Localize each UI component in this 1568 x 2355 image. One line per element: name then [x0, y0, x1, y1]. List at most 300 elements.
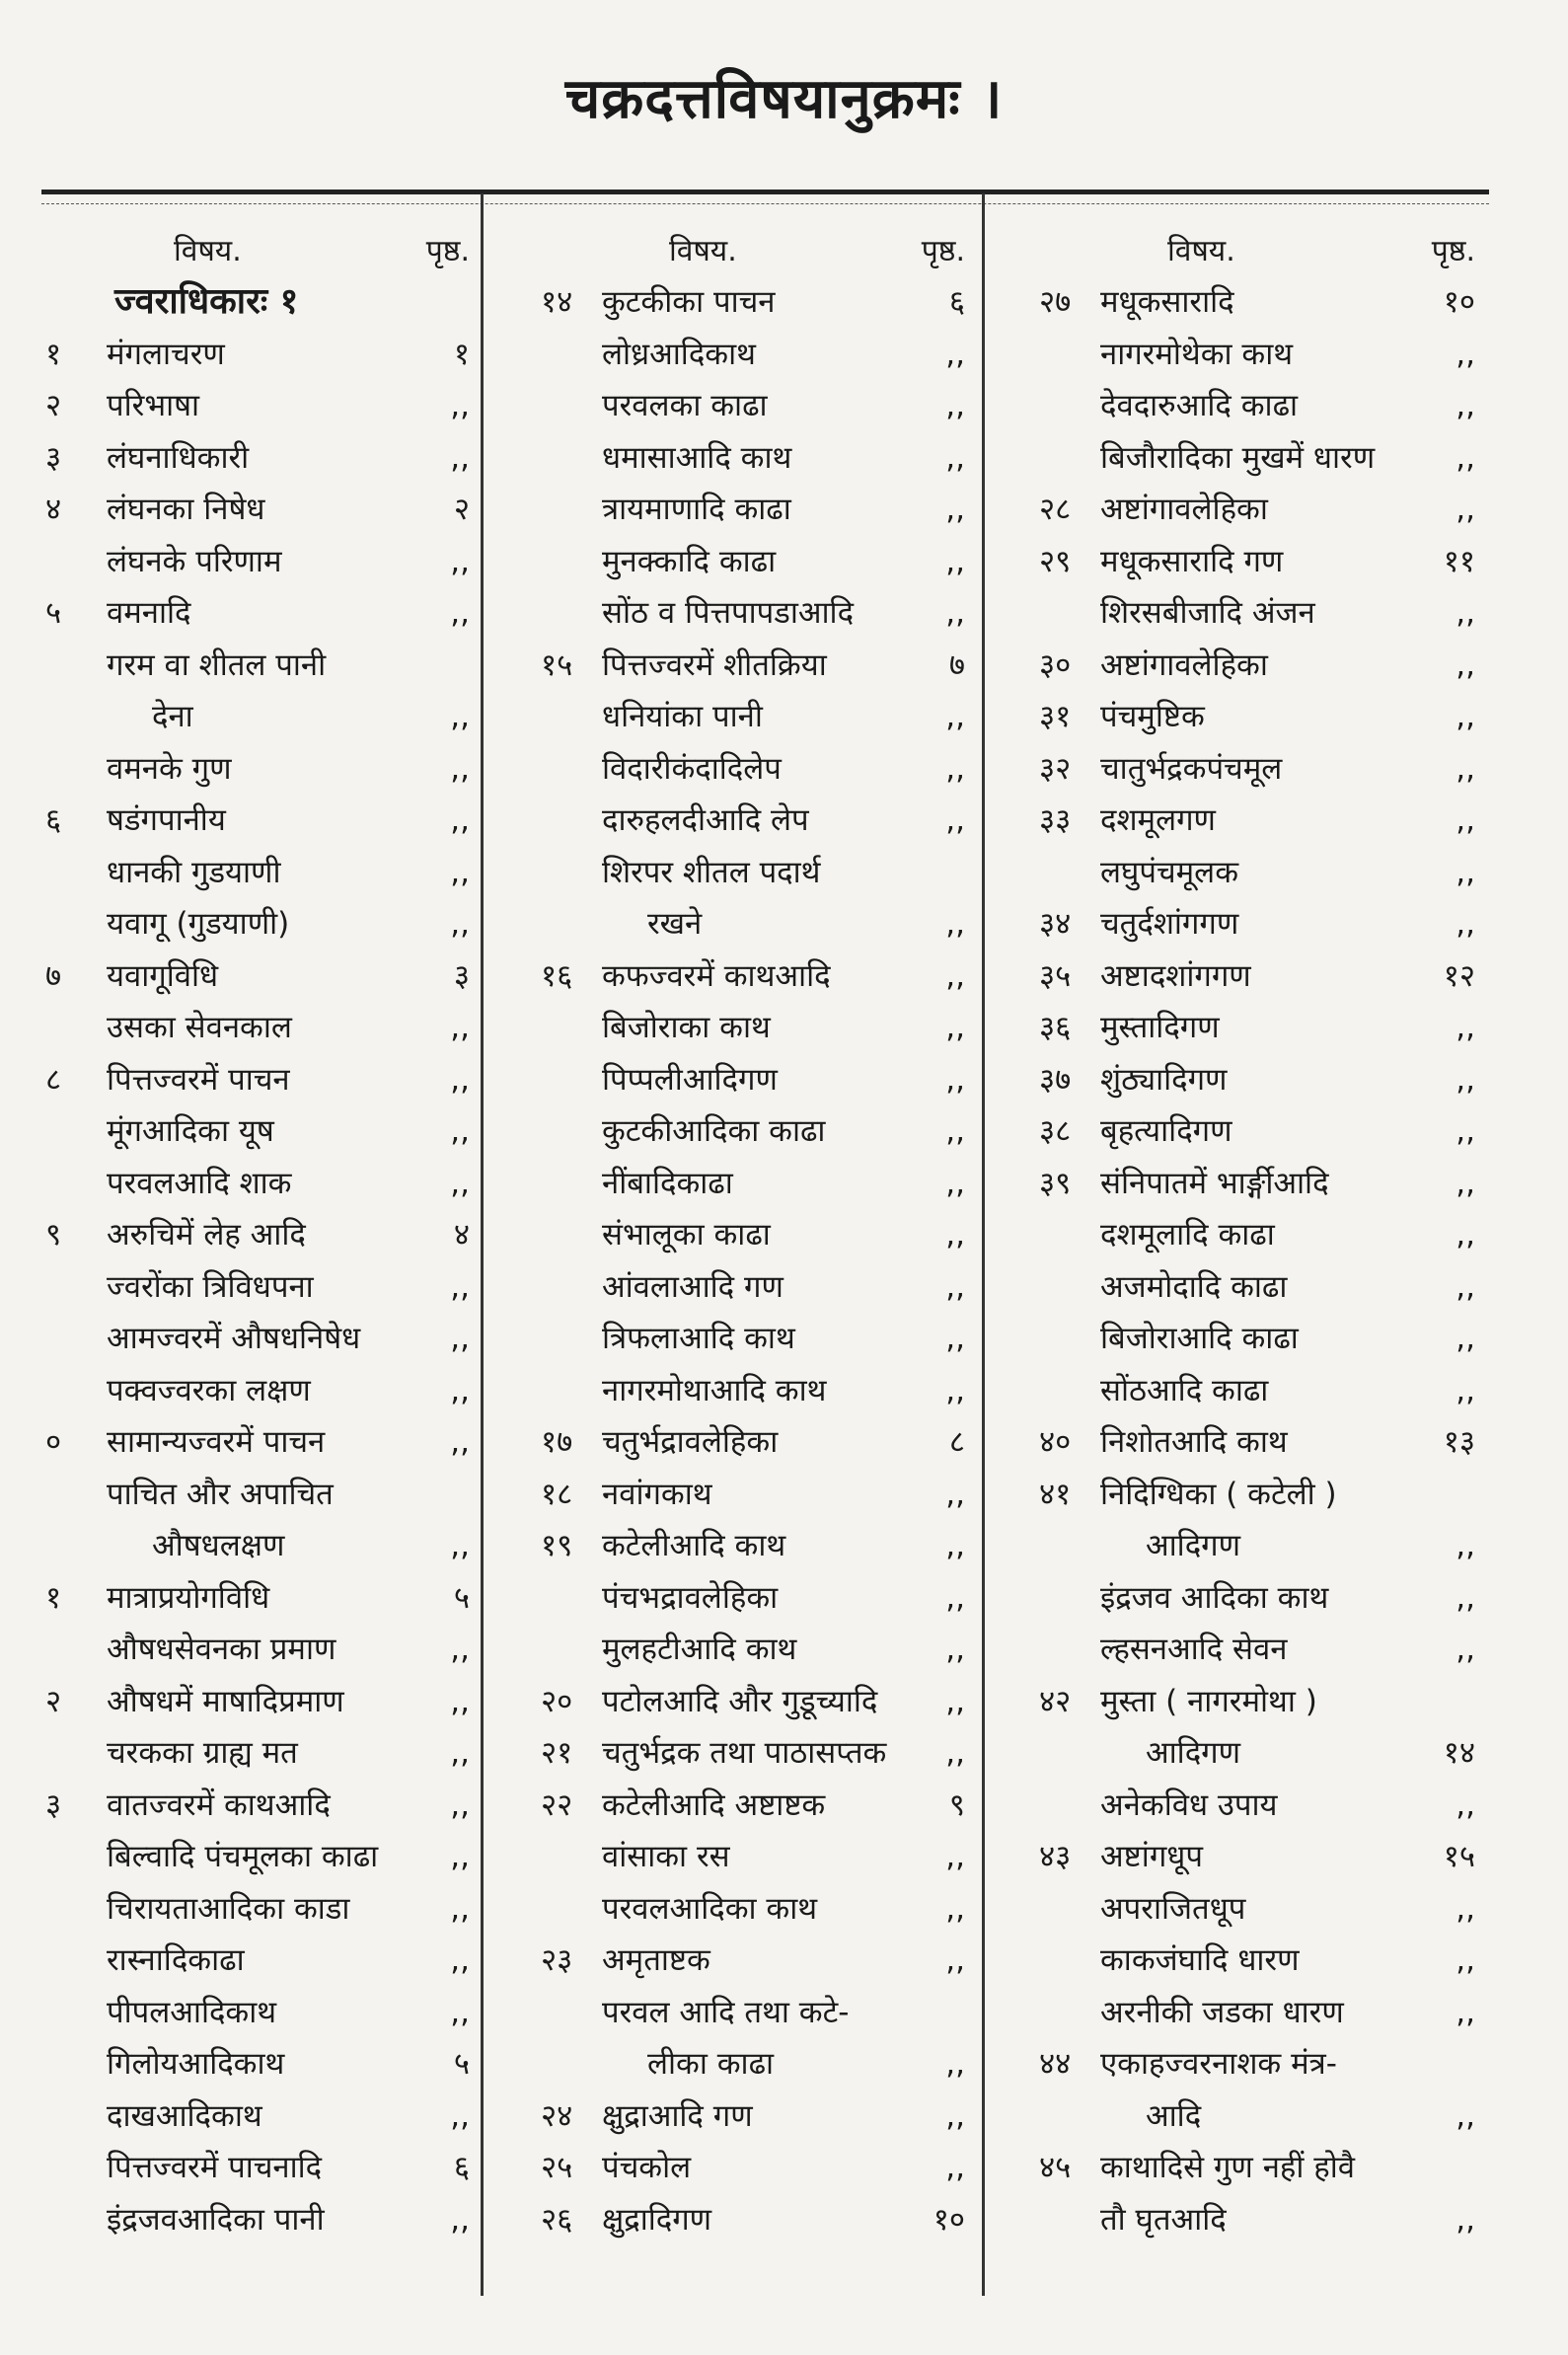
entry-page: ४	[453, 1217, 470, 1253]
entry-page: ,,	[1456, 1010, 1475, 1045]
index-entry	[541, 1727, 975, 1780]
entry-subject: आमज्वरमें औषधनिषेध	[107, 1321, 361, 1356]
entry-page: ,,	[945, 802, 965, 838]
entry-subject: यवागू (गुडयाणी)	[107, 906, 290, 942]
entry-page: ,,	[450, 1268, 470, 1305]
index-entry	[541, 484, 975, 536]
entry-subject: शिरसबीजादि अंजन	[1100, 595, 1315, 631]
entry-number: २३	[541, 1942, 573, 1978]
entry-subject: वमनके गुण	[107, 750, 232, 787]
entry-page: ,,	[1456, 439, 1475, 476]
entry-number: ३६	[1039, 1010, 1072, 1045]
entry-page: ,,	[945, 1321, 965, 1356]
entry-page: ,,	[450, 1994, 470, 2030]
entry-page: ,,	[945, 1683, 965, 1719]
index-entry	[45, 1987, 480, 2039]
entry-subject: मूंगआदिका यूष	[107, 1113, 274, 1149]
entry-subject: बिल्वादि पंचमूलका काढा	[107, 1839, 379, 1874]
entry-page: ,,	[1456, 1786, 1475, 1823]
entry-number: २	[45, 1683, 62, 1719]
index-entry	[1039, 1624, 1485, 1676]
entry-page: ,,	[450, 1942, 470, 1978]
index-entry	[45, 1727, 480, 1780]
entry-number: १	[45, 1579, 62, 1616]
index-entry	[1039, 847, 1485, 899]
entry-page: ,,	[1456, 1890, 1475, 1927]
entry-number: ३२	[1039, 750, 1072, 787]
entry-page: ,,	[945, 1528, 965, 1563]
entry-page: ,,	[945, 750, 965, 787]
entry-subject: काथादिसे गुण नहीं होवै	[1100, 2150, 1355, 2185]
entry-subject: कफज्वरमें काथआदि	[602, 957, 831, 994]
entry-page: ,,	[945, 1010, 965, 1045]
entry-subject: मुस्ता ( नागरमोथा )	[1100, 1683, 1317, 1719]
index-entry	[45, 1935, 480, 1987]
entry-number: ४५	[1039, 2150, 1072, 2185]
index-entry	[1039, 1676, 1485, 1728]
index-entry	[1039, 2090, 1485, 2143]
entry-page: ,,	[1456, 595, 1475, 631]
entry-number: १५	[541, 646, 573, 683]
index-entry	[541, 1780, 975, 1832]
entry-subject: देवदारुआदि काढा	[1100, 388, 1299, 423]
entry-subject: धमासाआदि काथ	[602, 439, 792, 476]
entry-page: ,,	[1456, 1061, 1475, 1098]
entry-subject: तौ घृतआदि	[1100, 2201, 1227, 2238]
index-entry	[1039, 1261, 1485, 1314]
index-entry	[1039, 329, 1485, 381]
index-entry	[45, 640, 480, 692]
column-divider-2	[982, 193, 985, 2296]
entry-subject: अमृताष्टक	[602, 1942, 710, 1978]
index-column-2	[541, 217, 975, 2245]
entry-page: १	[453, 336, 470, 372]
entry-page: ५	[453, 2046, 470, 2082]
entry-number: २४	[541, 2097, 573, 2134]
entry-page: ,,	[945, 906, 965, 942]
entry-page: ,,	[1456, 802, 1475, 838]
entry-subject: लंघनाधिकारी	[107, 439, 250, 476]
entry-number: ४२	[1039, 1683, 1072, 1719]
entry-subject: पटोलआदि और गुडूच्यादि	[602, 1683, 878, 1719]
entry-number: ३९	[1039, 1165, 1072, 1201]
index-entry	[1039, 380, 1485, 432]
entry-subject: कुटकीआदिका काढा	[602, 1113, 826, 1149]
entry-subject: चिरायताआदिका काडा	[107, 1890, 350, 1927]
entry-page: ,,	[450, 1735, 470, 1771]
index-entry	[45, 1416, 480, 1469]
entry-subject: सोंठ व पित्तपापडाआदि	[602, 595, 855, 631]
entry-subject: चातुर्भद्रकपंचमूल	[1100, 750, 1283, 787]
entry-subject: दशमूलगण	[1100, 802, 1216, 838]
index-entry	[541, 2194, 975, 2246]
entry-subject: पंचमुष्टिक	[1100, 699, 1205, 734]
entry-subject: अष्टांगावलेहिका	[1100, 492, 1268, 527]
entry-number: ९	[45, 1217, 62, 1253]
index-column-3	[1039, 217, 1485, 2245]
entry-page: ,,	[945, 543, 965, 579]
index-entry	[45, 743, 480, 796]
index-entry	[541, 1935, 975, 1987]
entry-subject: अष्टांगावलेहिका	[1100, 646, 1268, 683]
entry-number: ३	[45, 439, 62, 476]
index-entry	[541, 1572, 975, 1625]
entry-number: ३३	[1039, 802, 1072, 838]
entry-page: ,,	[1456, 1994, 1475, 2030]
entry-number: ३१	[1039, 699, 1072, 734]
entry-page: ,,	[945, 1579, 965, 1616]
section-heading	[45, 276, 480, 329]
index-entry	[45, 2038, 480, 2090]
index-entry	[1039, 691, 1485, 743]
index-entry	[541, 2038, 975, 2090]
entry-page: ,,	[450, 699, 470, 734]
entry-page: ,,	[945, 1890, 965, 1927]
entry-page: ,,	[450, 1839, 470, 1874]
index-entry	[1039, 1105, 1485, 1158]
index-entry	[45, 898, 480, 950]
entry-page: ,,	[1456, 1217, 1475, 1253]
entry-number: २७	[1039, 284, 1072, 320]
index-entry	[45, 1002, 480, 1054]
entry-subject: मुस्तादिगण	[1100, 1010, 1220, 1045]
entry-page: ,,	[945, 1942, 965, 1978]
index-entry	[1039, 1883, 1485, 1936]
entry-number: ८	[45, 1061, 62, 1098]
entry-subject: शुंठ्यादिगण	[1100, 1061, 1228, 1098]
entry-page: ,,	[450, 439, 470, 476]
entry-subject: संनिपातमें भार्ङ्गीआदि	[1100, 1165, 1329, 1201]
entry-number: २६	[541, 2201, 573, 2238]
entry-page: ,,	[945, 1268, 965, 1305]
entry-page: ,,	[450, 1424, 470, 1460]
entry-page: ,,	[1456, 854, 1475, 890]
entry-subject: सोंठआदि काढा	[1100, 1372, 1269, 1408]
entry-subject: पित्तज्वरमें पाचन	[107, 1061, 290, 1098]
entry-subject: औषधमें माषादिप्रमाण	[107, 1683, 344, 1719]
index-entry	[541, 1416, 975, 1469]
index-entry	[1039, 1520, 1485, 1572]
entry-subject: त्रिफलाआदि काथ	[602, 1321, 795, 1356]
entry-subject: दाखआदिकाथ	[107, 2097, 262, 2134]
index-entry	[541, 691, 975, 743]
entry-number: ३०	[1039, 646, 1072, 683]
entry-page: ,,	[945, 388, 965, 423]
index-entry	[45, 2142, 480, 2194]
index-entry	[541, 2142, 975, 2194]
entry-page: ,,	[945, 439, 965, 476]
entry-subject: निशोतआदि काथ	[1100, 1424, 1288, 1460]
index-entry	[1039, 1469, 1485, 1521]
entry-subject: आंवलाआदि गण	[602, 1268, 784, 1305]
entry-number: १८	[541, 1476, 573, 1512]
entry-subject: अरुचिमें लेह आदि	[107, 1217, 306, 1253]
entry-page: ,,	[450, 1165, 470, 1201]
index-entry	[45, 380, 480, 432]
index-entry	[1039, 1727, 1485, 1780]
index-entry	[1039, 1987, 1485, 2039]
entry-page: ,,	[450, 854, 470, 890]
entry-subject: गिलोयआदिकाथ	[107, 2046, 285, 2082]
entry-subject: संभालूका काढा	[602, 1217, 771, 1253]
entry-subject: अनेकविध उपाय	[1100, 1786, 1278, 1823]
entry-number: ३४	[1039, 906, 1072, 942]
index-entry	[1039, 1831, 1485, 1883]
index-entry	[45, 2194, 480, 2246]
entry-subject: नवांगकाथ	[602, 1476, 712, 1512]
entry-subject: मधूकसारादि गण	[1100, 543, 1284, 579]
entry-number: ४१	[1039, 1476, 1072, 1512]
index-entry	[45, 1831, 480, 1883]
column-header-subject: विषय.	[174, 234, 242, 268]
entry-number: ४३	[1039, 1839, 1072, 1874]
entry-page: ,,	[450, 2201, 470, 2238]
entry-subject: बृहत्यादिगण	[1100, 1113, 1232, 1149]
entry-subject: परिभाषा	[107, 388, 200, 423]
entry-subject: चतुर्भद्रक तथा पाठासप्तक	[602, 1735, 887, 1771]
entry-subject: धानकी गुडयाणी	[107, 854, 281, 890]
entry-page: ,,	[1456, 1113, 1475, 1149]
entry-subject: लोध्रआदिकाथ	[602, 336, 756, 372]
index-entry	[45, 1365, 480, 1417]
entry-page: ,,	[1456, 750, 1475, 787]
index-entry	[45, 1054, 480, 1106]
entry-number: १९	[541, 1528, 573, 1563]
entry-subject: बिजोराआदि काढा	[1100, 1321, 1299, 1356]
index-entry	[45, 1780, 480, 1832]
entry-subject: नागरमोथेका काथ	[1100, 336, 1294, 372]
index-entry	[45, 484, 480, 536]
index-entry	[45, 536, 480, 588]
index-entry	[1039, 1054, 1485, 1106]
index-entry	[1039, 2142, 1485, 2194]
entry-number: २८	[1039, 492, 1072, 527]
entry-page: ,,	[1456, 1528, 1475, 1563]
entry-subject: मात्राप्रयोगविधि	[107, 1579, 270, 1616]
entry-subject: उसका सेवनकाल	[107, 1010, 292, 1045]
entry-number: १	[45, 336, 62, 372]
entry-subject: निदिग्धिका ( कटेली )	[1100, 1476, 1337, 1512]
index-entry	[541, 432, 975, 485]
entry-page: २	[453, 492, 470, 527]
index-entry	[541, 536, 975, 588]
index-entry	[45, 1883, 480, 1936]
column-header	[45, 217, 480, 276]
index-entry	[541, 1313, 975, 1365]
index-entry	[541, 1261, 975, 1314]
index-entry	[45, 432, 480, 485]
index-entry	[541, 1624, 975, 1676]
column-header	[541, 217, 975, 276]
entry-page: ,,	[450, 802, 470, 838]
entry-page: ,,	[1456, 699, 1475, 734]
index-entry	[45, 1209, 480, 1261]
entry-number: ६	[45, 802, 62, 838]
index-entry	[541, 276, 975, 329]
entry-subject: मधूकसारादि	[1100, 284, 1234, 320]
entry-subject: गरम वा शीतल पानी	[107, 646, 327, 683]
column-header-page: पृष्ठ.	[921, 234, 965, 268]
index-column-1	[45, 217, 480, 2245]
index-entry	[1039, 1780, 1485, 1832]
column-header-page: पृष्ठ.	[425, 234, 470, 268]
entry-number: ४४	[1039, 2046, 1072, 2082]
index-entry	[45, 795, 480, 847]
entry-page: ,,	[945, 1061, 965, 1098]
entry-page: ,,	[450, 1683, 470, 1719]
entry-page: ,,	[450, 906, 470, 942]
entry-subject: यवागूविधि	[107, 957, 219, 994]
entry-subject: पित्तज्वरमें पाचनादि	[107, 2150, 323, 2185]
index-entry	[45, 1313, 480, 1365]
entry-subject: रास्नादिकाढा	[107, 1942, 245, 1978]
entry-page: ,,	[450, 1113, 470, 1149]
index-entry	[541, 950, 975, 1003]
entry-page: १२	[1443, 957, 1475, 994]
entry-page: ,,	[945, 957, 965, 994]
entry-page: १०	[933, 2201, 965, 2238]
entry-subject: एकाहज्वरनाशक मंत्र-	[1100, 2046, 1337, 2082]
index-entry	[541, 847, 975, 899]
entry-page: ,,	[945, 595, 965, 631]
entry-number: २२	[541, 1786, 573, 1823]
index-entry	[1039, 536, 1485, 588]
entry-subject: पंचभद्रावलेहिका	[602, 1579, 779, 1616]
entry-page: ,,	[945, 1476, 965, 1512]
index-entry	[1039, 2194, 1485, 2246]
column-header-subject: विषय.	[1167, 234, 1235, 268]
index-entry	[1039, 640, 1485, 692]
entry-number: ७	[45, 957, 62, 994]
entry-subject: कटेलीआदि अष्टाष्टक	[602, 1786, 826, 1823]
entry-page: ९	[948, 1786, 965, 1823]
entry-page: ,,	[1456, 1942, 1475, 1978]
index-entry	[1039, 276, 1485, 329]
entry-subject: पाचित और अपाचित	[107, 1476, 334, 1512]
index-entry	[1039, 1416, 1485, 1469]
index-entry	[1039, 1313, 1485, 1365]
index-entry	[1039, 2038, 1485, 2090]
entry-subject: ज्वरोंका त्रिविधपना	[107, 1268, 314, 1305]
index-entry	[541, 1883, 975, 1936]
entry-page: ७	[948, 646, 965, 683]
entry-subject: षडंगपानीय	[107, 802, 226, 838]
entry-page: ,,	[945, 2046, 965, 2082]
entry-page: ३	[453, 957, 470, 994]
column-header	[1039, 217, 1485, 276]
entry-subject: नींबादिकाढा	[602, 1165, 733, 1201]
entry-page: ,,	[1456, 906, 1475, 942]
entry-subject: पक्वज्वरका लक्षण	[107, 1372, 311, 1408]
entry-subject: वांसाका रस	[602, 1839, 730, 1874]
column-divider-1	[481, 193, 484, 2296]
entry-page: ,,	[1456, 1268, 1475, 1305]
entry-page: ,,	[945, 1839, 965, 1874]
entry-number: ४	[45, 492, 62, 527]
index-entry	[541, 587, 975, 640]
entry-subject: मंगलाचरण	[107, 336, 225, 372]
entry-subject: औषधलक्षण	[152, 1528, 285, 1563]
entry-page: ,,	[450, 1786, 470, 1823]
entry-subject: पिप्पलीआदिगण	[602, 1061, 778, 1098]
entry-subject: पीपलआदिकाथ	[107, 1994, 277, 2030]
index-entry	[1039, 432, 1485, 485]
entry-subject: आदि	[1146, 2097, 1202, 2134]
entry-page: ६	[948, 284, 965, 320]
index-entry	[541, 743, 975, 796]
entry-subject: त्रायमाणादि काढा	[602, 492, 791, 527]
entry-page: ,,	[450, 1890, 470, 1927]
index-entry	[541, 1105, 975, 1158]
entry-page: १०	[1443, 284, 1475, 320]
entry-page: ,,	[945, 1217, 965, 1253]
index-entry	[541, 1209, 975, 1261]
index-entry	[541, 898, 975, 950]
index-entry	[541, 1520, 975, 1572]
entry-subject: परवलआदिका काथ	[602, 1890, 818, 1927]
entry-subject: परवल आदि तथा कटे-	[602, 1994, 850, 2030]
index-entry	[541, 1676, 975, 1728]
entry-page: ,,	[450, 1528, 470, 1563]
index-entry	[45, 2090, 480, 2143]
entry-subject: क्षुद्राआदि गण	[602, 2097, 753, 2134]
entry-number: ५	[45, 595, 62, 631]
entry-page: ,,	[1456, 1165, 1475, 1201]
entry-subject: अष्टादशांगगण	[1100, 957, 1251, 994]
entry-subject: परवलका काढा	[602, 388, 768, 423]
entry-page: ,,	[945, 2150, 965, 2185]
index-entry	[45, 1469, 480, 1521]
entry-page: ,,	[1456, 1321, 1475, 1356]
entry-subject: कुटकीका पाचन	[602, 284, 776, 320]
entry-page: ,,	[450, 1372, 470, 1408]
index-entry	[45, 950, 480, 1003]
entry-subject: आदिगण	[1146, 1528, 1241, 1563]
index-entry	[1039, 1935, 1485, 1987]
entry-subject: बिजोराका काथ	[602, 1010, 771, 1045]
entry-page: १५	[1443, 1839, 1475, 1874]
entry-page: ,,	[945, 1372, 965, 1408]
index-entry	[541, 1365, 975, 1417]
entry-subject: अरनीकी जडका धारण	[1100, 1994, 1344, 2030]
index-entry	[45, 1624, 480, 1676]
entry-subject: दशमूलादि काढा	[1100, 1217, 1275, 1253]
entry-page: १३	[1443, 1424, 1475, 1460]
entry-subject: क्षुद्रादिगण	[602, 2201, 712, 2238]
entry-subject: कटेलीआदि काथ	[602, 1528, 786, 1563]
index-entry	[1039, 587, 1485, 640]
entry-page: ,,	[1456, 492, 1475, 527]
entry-page: ,,	[450, 1632, 470, 1667]
entry-subject: पंचकोल	[602, 2150, 692, 2185]
index-entry	[45, 329, 480, 381]
entry-subject: अपराजितधूप	[1100, 1890, 1246, 1927]
entry-subject: शिरपर शीतल पदार्थ	[602, 854, 821, 890]
entry-subject: औषधसेवनका प्रमाण	[107, 1632, 336, 1667]
entry-number: ०	[45, 1424, 62, 1460]
entry-number: ३७	[1039, 1061, 1072, 1098]
entry-subject: सामान्यज्वरमें पाचन	[107, 1424, 326, 1460]
entry-page: ,,	[450, 750, 470, 787]
index-entry	[45, 691, 480, 743]
index-entry	[45, 1261, 480, 1314]
entry-subject: पित्तज्वरमें शीतक्रिया	[602, 646, 827, 683]
entry-page: ६	[453, 2150, 470, 2185]
index-entry	[1039, 743, 1485, 796]
index-entry	[541, 380, 975, 432]
entry-subject: मुनक्कादि काढा	[602, 543, 777, 579]
entry-page: ,,	[945, 1735, 965, 1771]
